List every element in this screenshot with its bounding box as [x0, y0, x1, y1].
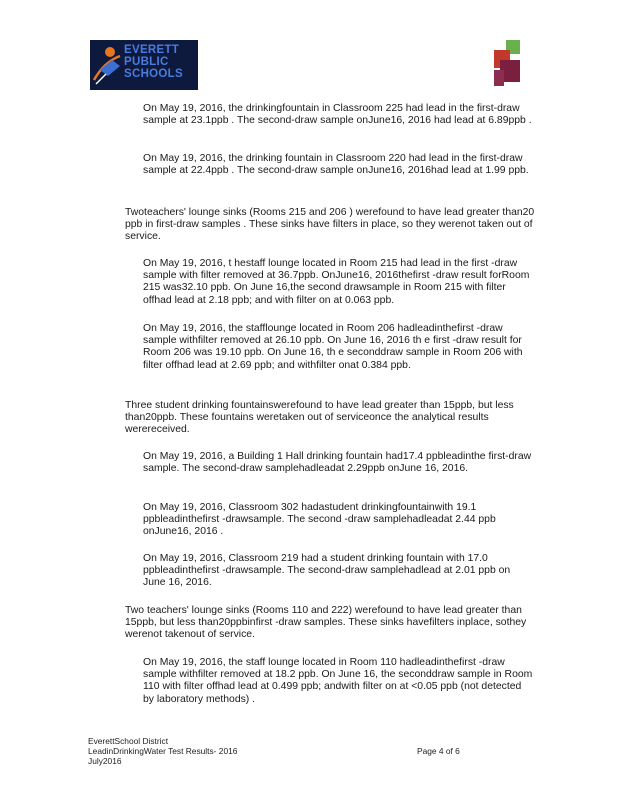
- finding-paragraph: Twoteachers' lounge sinks (Rooms 215 and 206 ) werefound to have lead greater than20 ppb in first-draw samples . These sinks have filters in place, so they werenot taken out of service.: [125, 207, 535, 243]
- footer-district: EverettSchool District: [88, 736, 169, 746]
- emb-logo-icon: [492, 38, 522, 88]
- logo-text-line1: EVERETT: [124, 44, 180, 56]
- finding-detail: On May 19, 2016, Classroom 219 had a student drinking fountain with 17.0 ppbleadinthefirst -drawsample. The second-draw samplehadlead at 2.01 ppb on June 16, 2016.: [143, 553, 511, 589]
- footer-date: July2016: [88, 756, 122, 766]
- finding-paragraph: Three student drinking fountainswerefound to have lead greater than 15ppb, but less than20ppb. These fountains weretaken out of serviceonce the analytical results werereceived.: [125, 400, 514, 436]
- finding-detail: On May 19, 2016, the stafflounge located in Room 206 hadleadinthefirst -draw sample withfilter removed at 26.10 ppb. On June 16, 2016 th e first -draw result for Room 206 was 19.10 ppb. On June 16, th e seconddraw sample in Room 206 with filter offhad lead at 2.69 ppb; and withfilter onat 0.384 ppb.: [143, 323, 523, 371]
- footer-report-title: LeadinDrinkingWater Test Results- 2016: [88, 746, 238, 756]
- finding-detail: On May 19, 2016, the staff lounge located in Room 110 hadleadinthefirst -draw sample withfilter removed at 18.2 ppb. On June 16, the seconddraw sample in Room 110 with filter offhad lead at 0.499 ppb; andwith filter on at <0.05 ppb (not detected by laboratory methods) .: [143, 657, 533, 705]
- emb-logo: [492, 38, 522, 88]
- finding-paragraph: Two teachers' lounge sinks (Rooms 110 and 222) werefound to have lead greater than 15ppb, but less than20ppbinfirst -draw samples. These sinks havefilters inplace, sothey werenot takenout of service.: [125, 605, 527, 641]
- everett-public-schools-logo: [90, 40, 198, 90]
- logo-text-line2: PUBLIC: [124, 56, 169, 68]
- footer-left: [88, 736, 237, 766]
- finding-detail: On May 19, 2016, the drinkingfountain in Classroom 225 had lead in the first-draw sample at 23.1ppb . The second-draw sample onJune16, 2016 had lead at 6.89ppb .: [143, 103, 532, 127]
- finding-detail: On May 19, 2016, t hestaff lounge located in Room 215 had lead in the first -draw sample with filter removed at 36.7ppb. OnJune16, 2016thefirst -draw result forRoom 215 was32.10 ppb. On June 16,the second drawsample in Room 215 with filter offhad lead at 2.18 ppb; and with filter on at 0.063 ppb.: [143, 258, 530, 306]
- logo-text-line3: SCHOOLS: [124, 68, 183, 80]
- finding-detail: On May 19, 2016, the drinking fountain in Classroom 220 had lead in the first-draw sample at 22.4ppb . The second-draw sample onJune16, 2016had lead at 1.99 ppb.: [143, 153, 529, 177]
- finding-detail: On May 19, 2016, Classroom 302 hadastudent drinkingfountainwith 19.1 ppbleadinthefirst -drawsample. The second -draw samplehadleadat 2.44 ppb onJune16, 2016 .: [143, 502, 496, 538]
- footer-page-number: Page 4 of 6: [417, 746, 460, 756]
- finding-detail: On May 19, 2016, a Building 1 Hall drinking fountain had17.4 ppbleadinthe first-draw sample. The second-draw samplehadleadat 2.29ppb onJune 16, 2016.: [143, 451, 532, 475]
